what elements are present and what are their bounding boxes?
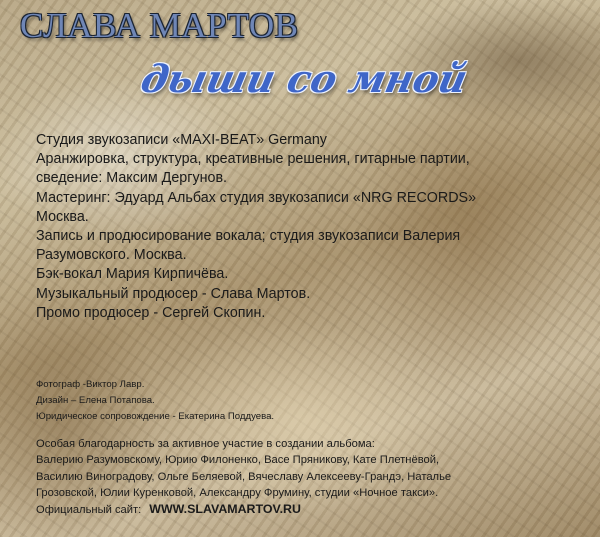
- secondary-credit-line: Юридическое сопровождение - Екатерина Поддуева.: [36, 411, 275, 422]
- secondary-credit-line: Фотограф -Виктор Лавр.: [36, 379, 145, 390]
- album-title: дыши со мной: [137, 56, 472, 101]
- credit-line: Студия звукозаписи «MAXI-BEAT» Germany: [36, 132, 327, 148]
- credit-line: Москва.: [36, 208, 89, 225]
- thanks-line: Грозовской, Юлии Куренковой, Александру Фрумину, студии «Ночное такси».: [36, 486, 439, 499]
- thanks-line: Василию Виноградову, Ольге Беляевой, Вячеславу Алексееву-Грандэ, Наталье: [36, 470, 452, 483]
- credit-line: Музыкальный продюсер - Слава Мартов.: [36, 285, 311, 302]
- credit-line: Промо продюсер - Сергей Скопин.: [36, 304, 266, 321]
- official-site-label: Официальный сайт:: [36, 504, 142, 517]
- credit-line: Аранжировка, структура, креативные решения, гитарные партии,: [36, 151, 470, 168]
- official-site-url[interactable]: WWW.SLAVAMARTOV.RU: [149, 502, 301, 517]
- thanks-block: [36, 436, 596, 518]
- thanks-line: Особая благодарность за активное участие в создании альбома:: [36, 438, 375, 450]
- credit-line: Бэк-вокал Мария Кирпичёва.: [36, 266, 229, 283]
- credit-line: Мастеринг: Эдуард Альбах студия звукозаписи «NRG RECORDS»: [36, 189, 477, 206]
- thanks-line: Валерию Разумовскому, Юрию Филоненко, Васе Пряникову, Кате Плетнёвой,: [36, 454, 440, 467]
- secondary-credit-line: Дизайн – Елена Потапова.: [36, 395, 155, 406]
- credit-line: Разумовского. Москва.: [36, 247, 187, 264]
- credit-line: Запись и продюсирование вокала; студия звукозаписи Валерия: [36, 228, 461, 245]
- credits-block: [36, 131, 591, 323]
- official-site: [36, 501, 596, 518]
- credit-line: сведение: Максим Дергунов.: [36, 170, 228, 187]
- artist-name: СЛАВА МАРТОВ: [20, 6, 299, 45]
- secondary-credits-block: [36, 377, 274, 425]
